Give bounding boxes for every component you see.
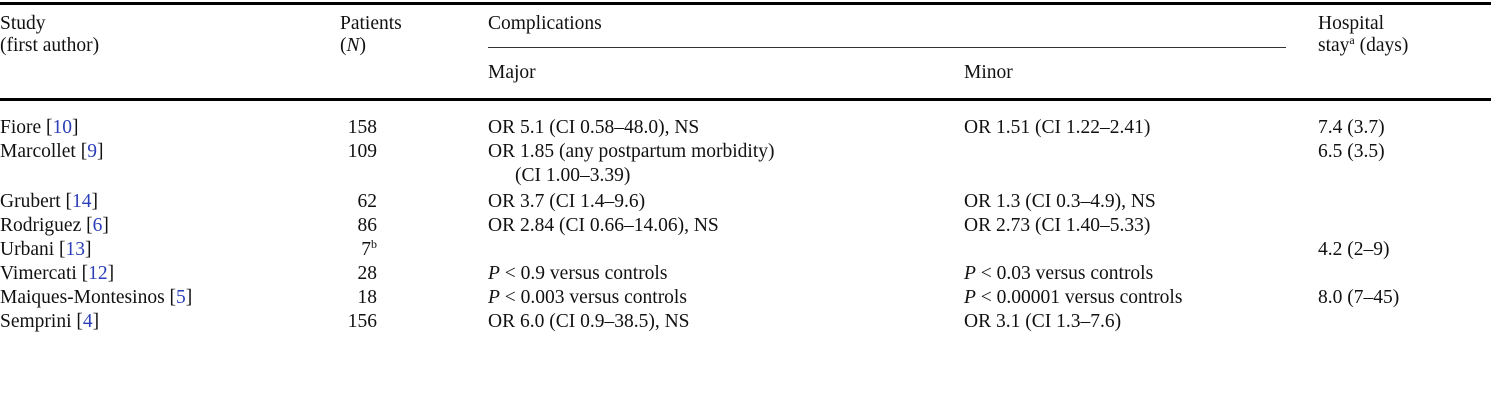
reference-link[interactable]: 10	[52, 117, 73, 138]
reference-link[interactable]: 12	[88, 263, 108, 284]
hospital-stay-cell: 8.0 (7–45)	[1318, 287, 1400, 308]
patients-cell: 156	[347, 311, 377, 332]
reference-link[interactable]: 6	[92, 215, 103, 236]
major-complications-cell: P < 0.9 versus controls	[488, 263, 668, 284]
minor-complications-cell: P < 0.00001 versus controls	[964, 287, 1183, 308]
reference-link[interactable]: 14	[72, 191, 92, 212]
hospital-stay-cell: 7.4 (3.7)	[1318, 117, 1385, 138]
study-cell: Fiore [10]	[0, 117, 79, 138]
top-rule	[0, 2, 1491, 5]
header-minor: Minor	[964, 62, 1013, 83]
header-patients: Patients (N)	[340, 13, 402, 56]
major-complications-cell: OR 1.85 (any postpartum morbidity)	[488, 141, 775, 162]
hospital-stay-cell: 6.5 (3.5)	[1318, 141, 1385, 162]
patients-cell: 7$^b$	[361, 237, 377, 260]
header-study: Study (first author)	[0, 13, 100, 56]
patients-cell: 158	[347, 117, 377, 138]
major-complications-cell: OR 2.84 (CI 0.66–14.06), NS	[488, 215, 719, 236]
patients-cell: 62	[357, 191, 377, 212]
author-name: Vimercati	[0, 263, 77, 284]
reference-link[interactable]: 9	[87, 141, 97, 162]
complications-rule	[488, 47, 1286, 48]
header-bottom-rule	[0, 98, 1491, 101]
minor-complications-cell: OR 1.51 (CI 1.22–2.41)	[964, 117, 1151, 138]
minor-complications-cell: P < 0.03 versus controls	[964, 263, 1154, 284]
study-cell: Grubert [14]	[0, 191, 99, 212]
study-cell: Semprini [4]	[0, 311, 100, 332]
minor-complications-cell: OR 2.73 (CI 1.40–5.33)	[964, 215, 1151, 236]
major-complications-cell: P < 0.003 versus controls	[488, 287, 687, 308]
author-name: Maiques-Montesinos	[0, 287, 165, 308]
study-cell: Urbani [13]	[0, 239, 92, 260]
author-name: Semprini	[0, 311, 72, 332]
minor-complications-cell: OR 3.1 (CI 1.3–7.6)	[964, 311, 1122, 332]
major-complications-cell-continued: (CI 1.00–3.39)	[515, 165, 631, 186]
header-hospital-stay: Hospital stay$^a$ (days)	[1318, 13, 1409, 56]
hospital-stay-cell: 4.2 (2–9)	[1318, 239, 1390, 260]
major-complications-cell: OR 6.0 (CI 0.9–38.5), NS	[488, 311, 690, 332]
author-name: Grubert	[0, 191, 61, 212]
patients-cell: 109	[347, 141, 377, 162]
reference-link[interactable]: 13	[65, 239, 86, 260]
reference-link[interactable]: 4	[82, 311, 93, 332]
minor-complications-cell: OR 1.3 (CI 0.3–4.9), NS	[964, 191, 1156, 212]
major-complications-cell: OR 3.7 (CI 1.4–9.6)	[488, 191, 646, 212]
header-complications: Complications	[488, 13, 602, 34]
author-name: Rodriguez	[0, 215, 82, 236]
patients-cell: 86	[357, 215, 377, 236]
major-complications-cell: OR 5.1 (CI 0.58–48.0), NS	[488, 117, 700, 138]
study-cell: Marcollet [9]	[0, 141, 104, 162]
patients-cell: 18	[357, 287, 377, 308]
study-cell: Vimercati [12]	[0, 263, 115, 284]
author-name: Fiore	[0, 117, 42, 138]
author-name: Marcollet	[0, 141, 76, 162]
author-name: Urbani	[0, 239, 55, 260]
study-cell: Maiques-Montesinos [5]	[0, 287, 193, 308]
reference-link[interactable]: 5	[176, 287, 186, 308]
study-cell: Rodriguez [6]	[0, 215, 109, 236]
patients-cell: 28	[357, 263, 377, 284]
header-major: Major	[488, 62, 536, 83]
